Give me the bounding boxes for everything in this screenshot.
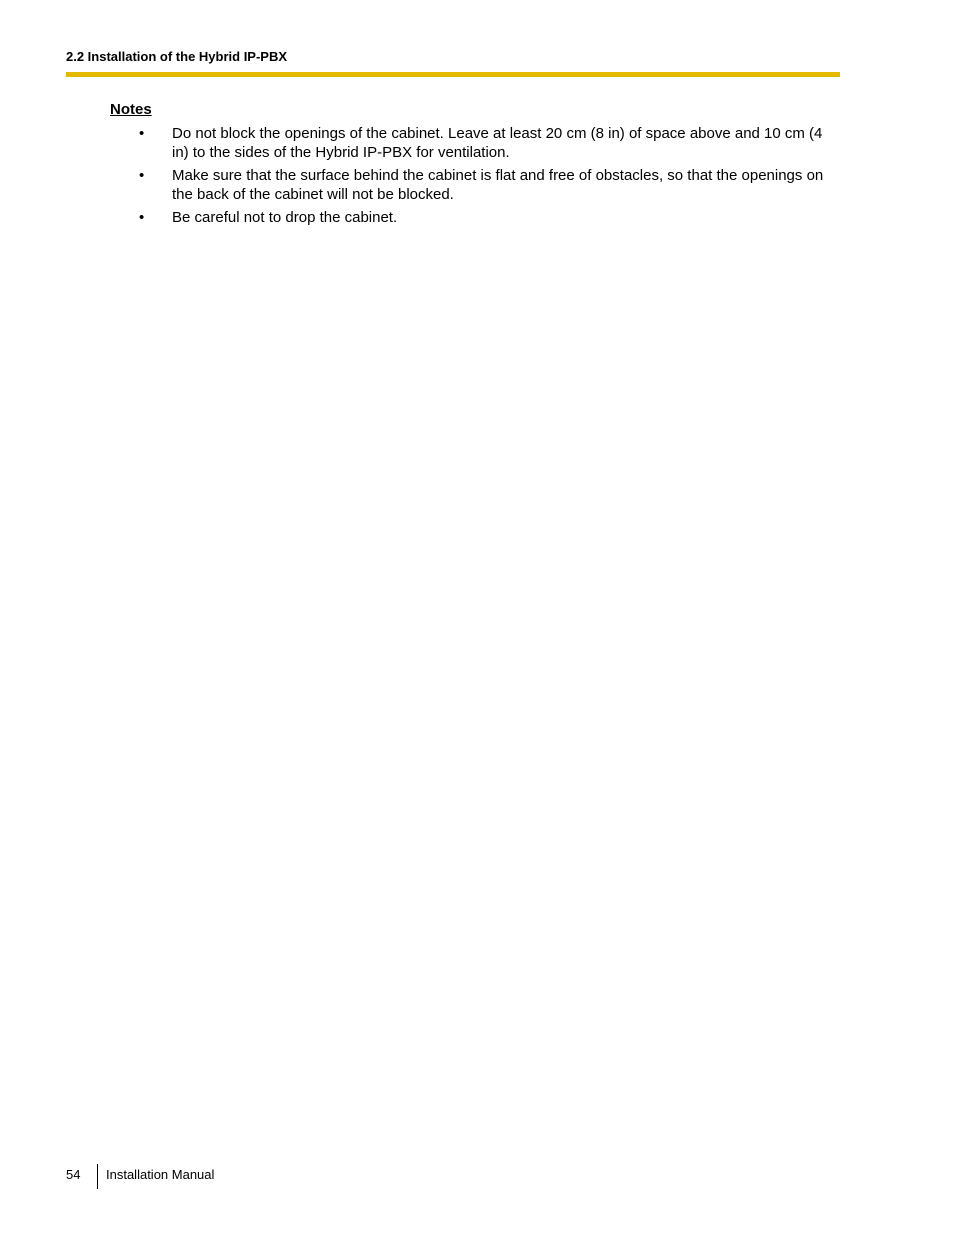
bullet-icon: • [139, 209, 145, 226]
list-item [110, 166, 840, 204]
notes-heading: Notes [110, 101, 152, 118]
note-text: Make sure that the surface behind the cabinet is flat and free of obstacles, so that the openings on the back of the cabinet will not be blocked. [172, 167, 824, 203]
list-item [110, 208, 840, 227]
note-text: Do not block the openings of the cabinet. Leave at least 20 cm (8 in) of space above and 10 cm (4 in) to the sides of the Hybrid IP-PBX for ventilation. [172, 125, 823, 161]
footer-divider [97, 1164, 98, 1189]
bullet-icon: • [139, 167, 145, 184]
page-number: 54 [66, 1167, 81, 1182]
footer-manual-title: Installation Manual [106, 1167, 215, 1182]
list-item [110, 124, 840, 162]
running-header: 2.2 Installation of the Hybrid IP-PBX [66, 49, 288, 64]
bullet-icon: • [139, 125, 145, 142]
note-text: Be careful not to drop the cabinet. [172, 209, 398, 226]
notes-list [110, 124, 840, 231]
header-rule [66, 72, 840, 77]
